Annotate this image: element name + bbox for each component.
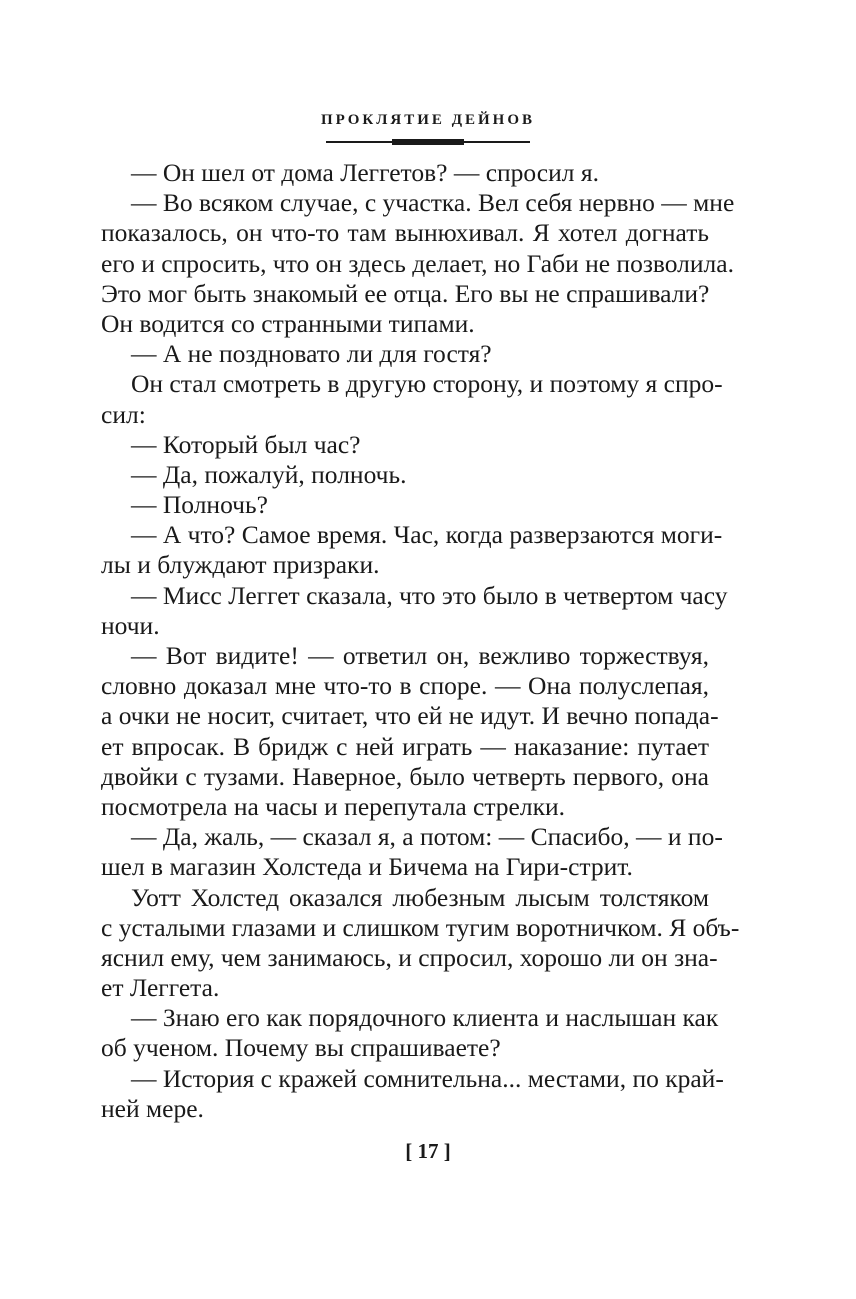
text-line: — А что? Самое время. Час, когда разверзаются моги- bbox=[131, 520, 723, 550]
text-line: посмотрела на часы и перепутала стрелки. bbox=[101, 791, 565, 821]
running-title: ПРОКЛЯТИЕ ДЕЙНОВ bbox=[320, 112, 536, 128]
text-line: двойки с тузами. Наверное, было четверть первого, она bbox=[101, 761, 709, 791]
text-line: Он стал смотреть в другую сторону, и поэтому я спро- bbox=[131, 369, 723, 399]
text-line: — Который был час? bbox=[131, 429, 361, 459]
text-line: — А не поздновато ли для гостя? bbox=[131, 339, 492, 369]
text-line: — Да, жаль, — сказал я, а потом: — Спасибо, — и по- bbox=[131, 822, 723, 852]
text-line: с усталыми глазами и слишком тугим воротничком. Я объ- bbox=[101, 912, 740, 942]
text-line: лы и блуждают призраки. bbox=[101, 550, 380, 580]
text-line: шел в магазин Холстеда и Бичема на Гири-стрит. bbox=[101, 852, 633, 882]
text-line: Он водится со странными типами. bbox=[101, 308, 475, 338]
text-line: — Он шел от дома Леггетов? — спросил я. bbox=[131, 158, 599, 187]
text-line: показалось, он что-то там вынюхивал. Я хотел догнать bbox=[101, 218, 709, 248]
page-number: [ 17 ] bbox=[405, 1139, 451, 1163]
text-line: — Мисс Леггет сказала, что это было в четвертом часу bbox=[131, 580, 728, 610]
text-line: сил: bbox=[101, 399, 146, 429]
text-line: ней мере. bbox=[101, 1093, 204, 1123]
text-line: — Да, пожалуй, полночь. bbox=[131, 459, 407, 489]
text-line: Это мог быть знакомый ее отца. Его вы не спрашивали? bbox=[101, 278, 710, 308]
text-line: а очки не носит, считает, что ей не идут. И вечно попада- bbox=[101, 701, 719, 731]
text-line: яснил ему, чем занимаюсь, и спросил, хорошо ли он зна- bbox=[101, 942, 718, 972]
body-text bbox=[101, 158, 740, 1124]
text-line: — Вот видите! — ответил он, вежливо торжествуя, bbox=[131, 641, 709, 670]
text-line: Уотт Холстед оказался любезным лысым толстяком bbox=[131, 882, 709, 912]
text-line: — Знаю его как порядочного клиента и наслышан как bbox=[131, 1003, 719, 1033]
text-line: об ученом. Почему вы спрашиваете? bbox=[101, 1033, 501, 1063]
text-line: его и спросить, что он здесь делает, но Габи не позволила. bbox=[101, 248, 734, 278]
text-line: — Во всяком случае, с участка. Вел себя нервно — мне bbox=[131, 188, 735, 218]
text-line: словно доказал мне что-то в споре. — Она полуслепая, bbox=[101, 671, 709, 701]
text-line: ночи. bbox=[101, 610, 160, 640]
text-line: ет Леггета. bbox=[101, 973, 220, 1003]
text-line: — История с кражей сомнительна... местами, по край- bbox=[131, 1063, 724, 1093]
text-line: ет впросак. В бридж с ней играть — наказание: путает bbox=[101, 731, 709, 761]
text-line: — Полночь? bbox=[131, 490, 268, 520]
header-rule-accent bbox=[392, 139, 464, 145]
